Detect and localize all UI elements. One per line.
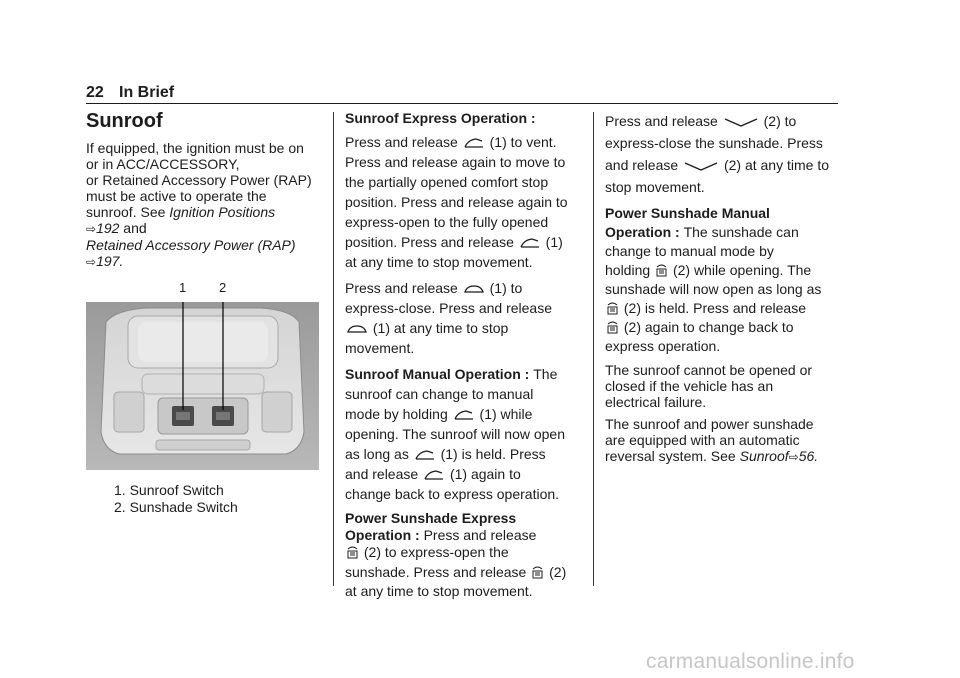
text-line: sunroof. See Ignition Positions	[86, 204, 276, 220]
text-line: or Retained Accessory Power (RAP)	[86, 172, 312, 188]
auto-reversal-text: The sunroof and power sunshade are equipped with an automatic reversal system. See Sunroof⇨56.	[605, 416, 819, 464]
intro-paragraph	[86, 140, 326, 270]
column-1	[86, 110, 326, 270]
column-divider	[333, 112, 334, 586]
figure-caption	[114, 482, 238, 516]
ignition-positions-link[interactable]: Ignition Positions	[169, 204, 276, 220]
sunshade-icon	[607, 301, 618, 315]
sunshade-close-icon	[684, 162, 718, 172]
page-pointer-icon: ⇨	[86, 222, 97, 236]
text-line	[86, 237, 326, 253]
column-divider	[593, 112, 594, 586]
sunshade-icon	[347, 545, 358, 559]
sunshade-icon	[607, 320, 618, 334]
callout-1: 1	[179, 280, 187, 295]
page-header	[86, 84, 838, 104]
sunshade-close-icon	[724, 118, 758, 128]
text-line: or in ACC/ACCESSORY,	[86, 156, 240, 172]
sunroof-vent-icon	[415, 449, 435, 461]
text-line: ⇨197.	[86, 253, 124, 269]
page-pointer-icon: ⇨	[788, 450, 799, 464]
sunroof-vent-icon	[464, 137, 484, 149]
topic-title: Sunroof	[86, 110, 163, 132]
sunshade-icon	[656, 263, 667, 277]
express-operation-heading: Sunroof Express Operation :	[345, 110, 536, 126]
sunshade-express-text: Power Sunshade Express Operation : Press and release (2) to express-open the sunshade. Press and release (2) at any time to stop movement.	[345, 510, 567, 599]
page-ref-197[interactable]: 197	[96, 253, 120, 269]
sunshade-close-text: Press and release (2) to express-close the sunshade. Press and release (2) at any time to stop movement.	[605, 113, 829, 195]
text-line: ⇨192 and	[86, 220, 147, 236]
page-ref-56[interactable]: 56	[798, 448, 815, 464]
column-2	[345, 110, 585, 606]
manual-operation-heading: Sunroof Manual Operation :	[345, 366, 534, 382]
electrical-failure-text: The sunroof cannot be opened or closed if the vehicle has an electrical failure.	[605, 362, 813, 410]
sunshade-express-heading: Power Sunshade Express	[345, 510, 517, 526]
page-pointer-icon: ⇨	[86, 255, 97, 269]
text-line: If equipped, the ignition must be on	[86, 140, 304, 156]
sunshade-manual-text: Power Sunshade Manual Operation : The sunshade can change to manual mode by holding (2) while opening. The sunshade will now open as long as (2) is held. Press and release (2) again to change back to express operation.	[605, 205, 822, 354]
sunroof-close-icon	[347, 323, 367, 335]
express-close-text: Press and release (1) to express-close. Press and release (1) at any time to stop movement.	[345, 280, 552, 356]
page-ref-192[interactable]: 192	[96, 220, 120, 236]
column-3	[605, 110, 845, 471]
header-rule	[86, 103, 838, 104]
sunroof-vent-icon	[424, 469, 444, 481]
sunshade-manual-heading: Power Sunshade Manual	[605, 205, 770, 221]
console-illustration	[86, 282, 319, 470]
express-operation-text: Press and release (1) to vent. Press and release again to move to the partially opened comfort stop position. Press and release again to express-open to the fully opened position. Press and release (1) at any time to stop movement.	[345, 134, 568, 270]
section-title: In Brief	[119, 84, 175, 101]
caption-item: 1. Sunroof Switch	[114, 482, 224, 498]
watermark: carmanualsonline.info	[646, 650, 855, 673]
sunroof-vent-icon	[454, 409, 474, 421]
text-line: must be active to operate the	[86, 188, 267, 204]
sunroof-close-icon	[464, 283, 484, 295]
sunshade-icon	[532, 565, 543, 579]
sunroof-open-icon	[520, 237, 540, 249]
page-number: 22	[86, 84, 104, 101]
manual-operation-text: Sunroof Manual Operation : The sunroof can change to manual mode by holding (1) while opening. The sunroof will now open as long as (1) is held. Press and release (1) again to change back to express operation.	[345, 366, 566, 502]
rap-link[interactable]: Retained Accessory Power (RAP)	[86, 237, 296, 253]
callout-2: 2	[219, 280, 227, 295]
overhead-console-figure	[86, 282, 319, 470]
sunroof-link[interactable]: Sunroof	[739, 448, 789, 464]
caption-item: 2. Sunshade Switch	[114, 499, 238, 515]
